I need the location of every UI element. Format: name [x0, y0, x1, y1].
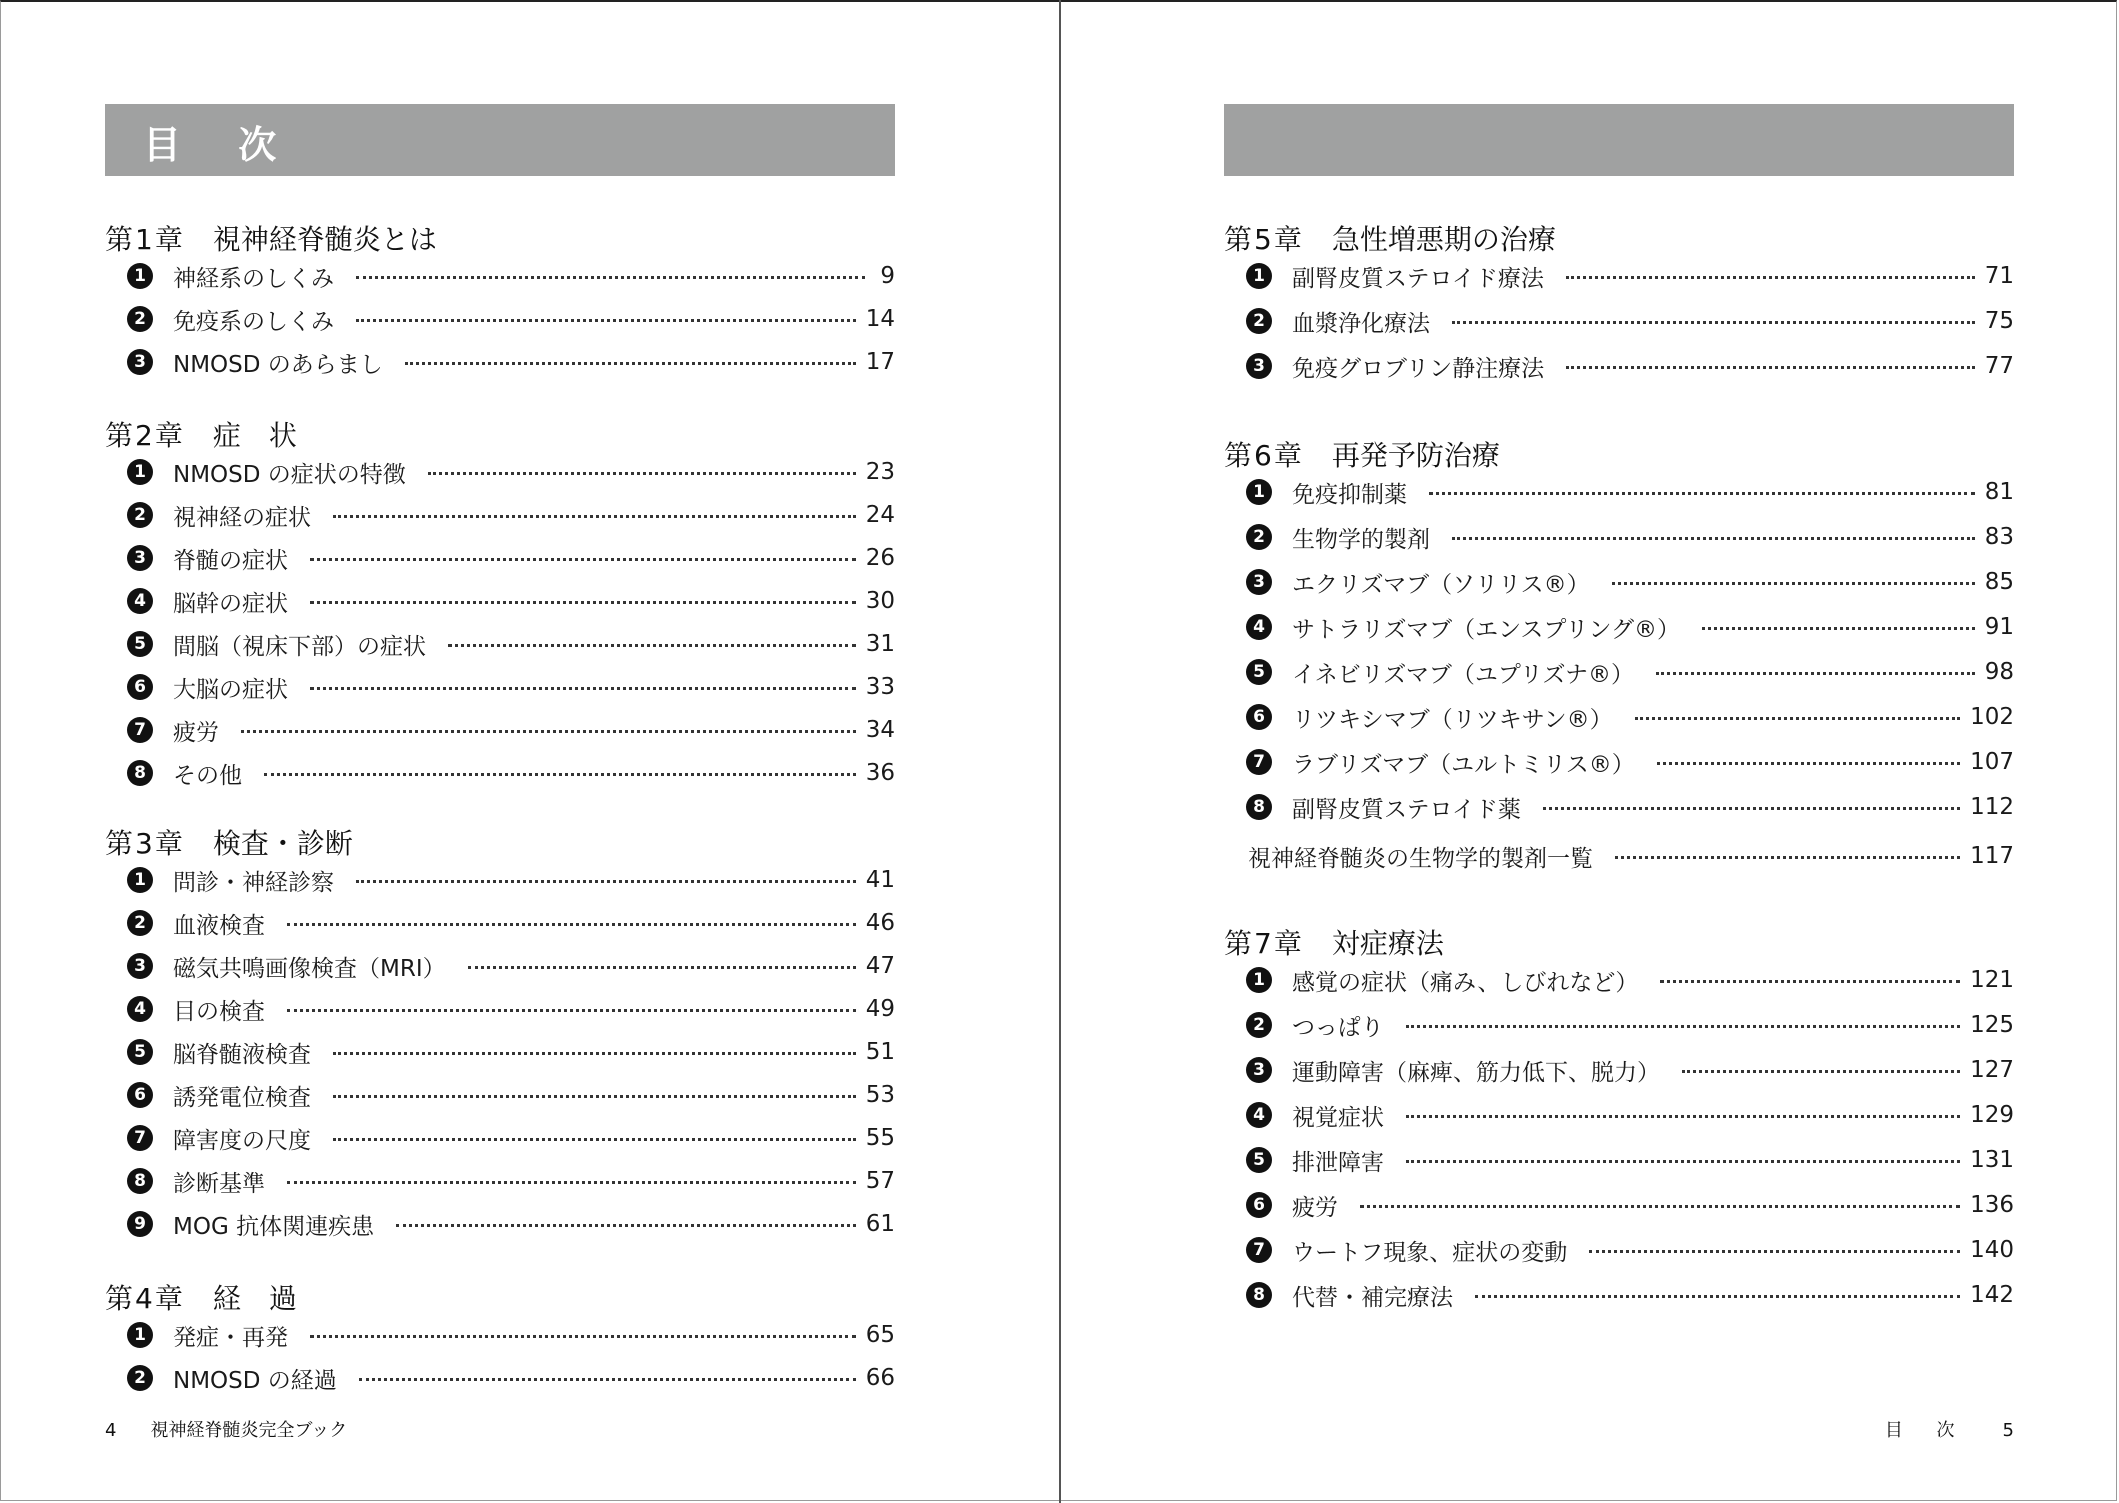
circled-number-icon: 6 — [127, 1082, 153, 1108]
entry-page-number: 33 — [865, 674, 895, 700]
circled-number-icon: 4 — [1246, 1102, 1272, 1128]
entry-page-number: 117 — [1970, 843, 2014, 869]
dot-leader — [333, 1052, 856, 1055]
entry-page-number: 65 — [865, 1322, 895, 1348]
entry-page-number: 85 — [1984, 569, 2014, 595]
circled-number-icon: 7 — [1246, 1237, 1272, 1263]
toc-entry[interactable] — [1246, 1097, 2014, 1133]
dot-leader — [1589, 1250, 1960, 1253]
dot-leader — [1406, 1115, 1960, 1118]
toc-entry[interactable] — [1246, 789, 2014, 825]
entry-page-number: 24 — [865, 502, 895, 528]
entry-page-number: 125 — [1970, 1012, 2014, 1038]
entry-title: MOG 抗体関連疾患 — [173, 1213, 375, 1240]
entry-page-number: 66 — [865, 1365, 895, 1391]
entry-title: 運動障害（麻痺、筋力低下、脱力） — [1292, 1059, 1660, 1086]
toc-title-bar — [105, 104, 895, 176]
entry-title: 神経系のしくみ — [173, 265, 334, 292]
left-page-number: 4 — [105, 1420, 117, 1441]
right-title-bar — [1224, 104, 2014, 176]
circled-number-icon: 5 — [1246, 659, 1272, 685]
circled-number-icon: 2 — [127, 1365, 153, 1391]
entry-page-number: 41 — [865, 867, 895, 893]
entry-page-number: 9 — [880, 263, 895, 289]
entry-page-number: 34 — [865, 717, 895, 743]
dot-leader — [1452, 537, 1975, 540]
entry-page-number: 14 — [865, 306, 895, 332]
entry-page-number: 71 — [1984, 263, 2014, 289]
toc-entry[interactable] — [127, 991, 895, 1027]
toc-entry[interactable] — [127, 669, 895, 705]
dot-leader — [333, 1138, 856, 1141]
circled-number-icon: 2 — [127, 502, 153, 528]
circled-number-icon: 3 — [127, 545, 153, 571]
circled-number-icon: 4 — [127, 588, 153, 614]
chapter-number: 第4章 — [105, 1282, 185, 1315]
toc-entry[interactable] — [1246, 1007, 2014, 1043]
chapter-name: 再発予防治療 — [1331, 439, 1500, 472]
chapter-name: 対症療法 — [1331, 927, 1444, 960]
entry-page-number: 131 — [1970, 1147, 2014, 1173]
chapter-heading — [105, 822, 353, 862]
entry-title: NMOSD の経過 — [173, 1367, 337, 1394]
entry-title: 免疫系のしくみ — [173, 308, 334, 335]
circled-number-icon: 6 — [1246, 1192, 1272, 1218]
toc-entry[interactable] — [127, 755, 895, 791]
chapter-heading — [105, 1277, 297, 1317]
entry-page-number: 136 — [1970, 1192, 2014, 1218]
toc-entry[interactable] — [127, 1034, 895, 1070]
dot-leader — [310, 1335, 856, 1338]
toc-entry[interactable] — [1246, 699, 2014, 735]
toc-entry[interactable] — [127, 626, 895, 662]
entry-title: つっぱり — [1292, 1014, 1384, 1041]
chapter-number: 第2章 — [105, 419, 185, 452]
toc-entry[interactable] — [127, 1360, 895, 1396]
toc-title: 目 次 — [143, 123, 299, 167]
toc-entry[interactable] — [1246, 258, 2014, 294]
toc-entry[interactable] — [1248, 838, 2014, 874]
entry-title: 生物学的製剤 — [1292, 526, 1430, 553]
chapter-heading — [1224, 434, 1500, 474]
left-page — [105, 0, 895, 1503]
dot-leader — [448, 644, 856, 647]
toc-entry[interactable] — [127, 540, 895, 576]
chapter-number: 第3章 — [105, 827, 185, 860]
entry-title: ウートフ現象、症状の変動 — [1292, 1239, 1568, 1266]
dot-leader — [241, 730, 856, 733]
circled-number-icon: 3 — [1246, 353, 1272, 379]
entry-title: 免疫グロブリン静注療法 — [1292, 355, 1545, 382]
section-name: 目 次 — [1884, 1420, 1969, 1441]
dot-leader — [1566, 276, 1975, 279]
toc-entry[interactable] — [127, 948, 895, 984]
chapter-heading — [1224, 922, 1444, 962]
entry-page-number: 121 — [1970, 967, 2014, 993]
circled-number-icon: 6 — [1246, 704, 1272, 730]
page-gutter — [1059, 0, 1061, 1503]
entry-title: 免疫抑制薬 — [1292, 481, 1407, 508]
dot-leader — [1429, 492, 1975, 495]
entry-title: 問診・神経診察 — [173, 869, 334, 896]
dot-leader — [1615, 856, 1960, 859]
entry-title: リツキシマブ（リツキサン®） — [1292, 706, 1613, 733]
entry-page-number: 17 — [865, 349, 895, 375]
entry-title: NMOSD の症状の特徴 — [173, 461, 406, 488]
toc-entry[interactable] — [1246, 1052, 2014, 1088]
dot-leader — [333, 515, 856, 518]
entry-page-number: 23 — [865, 459, 895, 485]
entry-title: 副腎皮質ステロイド薬 — [1292, 796, 1521, 823]
circled-number-icon: 2 — [127, 910, 153, 936]
entry-title: 間脳（視床下部）の症状 — [173, 633, 426, 660]
entry-title: 副腎皮質ステロイド療法 — [1292, 265, 1544, 292]
circled-number-icon: 8 — [127, 1168, 153, 1194]
entry-title: 血漿浄化療法 — [1292, 310, 1430, 337]
circled-number-icon: 1 — [127, 459, 153, 485]
toc-entry[interactable] — [1246, 564, 2014, 600]
circled-number-icon: 3 — [1246, 1057, 1272, 1083]
entry-title: 脳脊髄液検査 — [173, 1041, 311, 1068]
dot-leader — [310, 601, 856, 604]
entry-title: 排泄障害 — [1292, 1149, 1384, 1176]
entry-title: 血液検査 — [173, 912, 265, 939]
entry-title: 視覚症状 — [1292, 1104, 1384, 1131]
entry-title: 代替・補完療法 — [1292, 1284, 1453, 1311]
toc-entry[interactable] — [127, 301, 895, 337]
toc-entry[interactable] — [127, 1317, 895, 1353]
dot-leader — [1452, 321, 1975, 324]
circled-number-icon: 2 — [1246, 1012, 1272, 1038]
entry-page-number: 107 — [1970, 749, 2014, 775]
toc-entry[interactable] — [127, 1206, 895, 1242]
toc-entry[interactable] — [1246, 1187, 2014, 1223]
entry-page-number: 129 — [1970, 1102, 2014, 1128]
entry-page-number: 81 — [1984, 479, 2014, 505]
circled-number-icon: 8 — [1246, 1282, 1272, 1308]
entry-page-number: 75 — [1984, 308, 2014, 334]
circled-number-icon: 1 — [1246, 263, 1272, 289]
toc-entry[interactable] — [1246, 303, 2014, 339]
toc-entry[interactable] — [1246, 1232, 2014, 1268]
entry-title: 視神経脊髄炎の生物学的製剤一覧 — [1248, 845, 1593, 872]
chapter-heading — [1224, 218, 1556, 258]
circled-number-icon: 3 — [1246, 569, 1272, 595]
chapter-heading — [105, 414, 297, 454]
right-page — [1224, 0, 2014, 1503]
toc-entry[interactable] — [127, 862, 895, 898]
circled-number-icon: 1 — [127, 263, 153, 289]
entry-page-number: 55 — [865, 1125, 895, 1151]
chapter-name: 症 状 — [212, 419, 297, 452]
entry-title: 脳幹の症状 — [173, 590, 288, 617]
dot-leader — [1635, 717, 1960, 720]
entry-page-number: 36 — [865, 760, 895, 786]
circled-number-icon: 9 — [127, 1211, 153, 1237]
circled-number-icon: 8 — [127, 760, 153, 786]
right-footer — [1885, 1416, 2014, 1442]
chapter-number: 第1章 — [105, 223, 185, 256]
right-page-number: 5 — [2002, 1420, 2014, 1441]
dot-leader — [333, 1095, 856, 1098]
toc-entry[interactable] — [1246, 1277, 2014, 1313]
dot-leader — [468, 966, 856, 969]
entry-page-number: 30 — [865, 588, 895, 614]
toc-entry[interactable] — [1246, 519, 2014, 555]
entry-title: 感覚の症状（痛み、しびれなど） — [1292, 969, 1639, 996]
entry-page-number: 46 — [865, 910, 895, 936]
dot-leader — [1660, 980, 1960, 983]
toc-entry[interactable] — [1246, 474, 2014, 510]
dot-leader — [405, 362, 856, 365]
dot-leader — [356, 880, 856, 883]
toc-entry[interactable] — [1246, 1142, 2014, 1178]
left-footer — [105, 1416, 347, 1442]
toc-entry[interactable] — [127, 1077, 895, 1113]
circled-number-icon: 1 — [127, 867, 153, 893]
circled-number-icon: 7 — [127, 1125, 153, 1151]
entry-title: 発症・再発 — [173, 1324, 288, 1351]
circled-number-icon: 1 — [127, 1322, 153, 1348]
entry-page-number: 57 — [865, 1168, 895, 1194]
circled-number-icon: 3 — [127, 953, 153, 979]
chapter-name: 検査・診断 — [212, 827, 353, 860]
entry-title: エクリズマブ（ソリリス®） — [1292, 571, 1590, 598]
circled-number-icon: 5 — [1246, 1147, 1272, 1173]
entry-title: 磁気共鳴画像検査（MRI） — [173, 955, 446, 982]
dot-leader — [1475, 1295, 1960, 1298]
circled-number-icon: 1 — [1246, 967, 1272, 993]
toc-entry[interactable] — [1246, 609, 2014, 645]
toc-entry[interactable] — [127, 454, 895, 490]
entry-title: 疲労 — [1292, 1194, 1338, 1221]
book-title: 視神経脊髄炎完全ブック — [150, 1420, 348, 1441]
entry-page-number: 77 — [1984, 353, 2014, 379]
dot-leader — [1406, 1160, 1960, 1163]
entry-title: 脊髄の症状 — [173, 547, 288, 574]
dot-leader — [359, 1378, 856, 1381]
toc-entry[interactable] — [1246, 348, 2014, 384]
circled-number-icon: 3 — [127, 349, 153, 375]
dot-leader — [1406, 1025, 1960, 1028]
entry-title: 疲労 — [173, 719, 219, 746]
entry-title: ラブリズマブ（ユルトミリス®） — [1292, 751, 1635, 778]
circled-number-icon: 1 — [1246, 479, 1272, 505]
dot-leader — [1656, 672, 1975, 675]
entry-page-number: 142 — [1970, 1282, 2014, 1308]
toc-entry[interactable] — [1246, 962, 2014, 998]
circled-number-icon: 5 — [127, 631, 153, 657]
entry-title: 障害度の尺度 — [173, 1127, 311, 1154]
dot-leader — [356, 319, 856, 322]
chapter-number: 第7章 — [1224, 927, 1304, 960]
dot-leader — [356, 276, 865, 279]
circled-number-icon: 4 — [127, 996, 153, 1022]
circled-number-icon: 2 — [1246, 524, 1272, 550]
circled-number-icon: 4 — [1246, 614, 1272, 640]
toc-entry[interactable] — [127, 712, 895, 748]
toc-entry[interactable] — [127, 905, 895, 941]
entry-page-number: 53 — [865, 1082, 895, 1108]
circled-number-icon: 7 — [1246, 749, 1272, 775]
entry-page-number: 112 — [1970, 794, 2014, 820]
dot-leader — [310, 558, 856, 561]
circled-number-icon: 2 — [1246, 308, 1272, 334]
dot-leader — [1657, 762, 1960, 765]
entry-title: 目の検査 — [173, 998, 265, 1025]
toc-entry[interactable] — [127, 583, 895, 619]
dot-leader — [287, 923, 856, 926]
entry-page-number: 51 — [865, 1039, 895, 1065]
entry-page-number: 61 — [865, 1211, 895, 1237]
chapter-number: 第5章 — [1224, 223, 1304, 256]
dot-leader — [1702, 627, 1975, 630]
toc-entry[interactable] — [127, 1163, 895, 1199]
entry-title: 誘発電位検査 — [173, 1084, 311, 1111]
entry-title: サトラリズマブ（エンスプリング®） — [1292, 616, 1681, 643]
dot-leader — [1543, 807, 1960, 810]
toc-entry[interactable] — [1246, 654, 2014, 690]
circled-number-icon: 6 — [127, 674, 153, 700]
chapter-name: 視神経脊髄炎とは — [212, 223, 437, 256]
entry-title: 視神経の症状 — [173, 504, 311, 531]
chapter-heading — [105, 218, 437, 258]
dot-leader — [1566, 366, 1975, 369]
toc-entry[interactable] — [127, 1120, 895, 1156]
circled-number-icon: 5 — [127, 1039, 153, 1065]
entry-page-number: 140 — [1970, 1237, 2014, 1263]
entry-page-number: 49 — [865, 996, 895, 1022]
circled-number-icon: 8 — [1246, 794, 1272, 820]
toc-entry[interactable] — [127, 258, 895, 294]
entry-page-number: 47 — [865, 953, 895, 979]
toc-entry[interactable] — [127, 497, 895, 533]
dot-leader — [264, 773, 856, 776]
entry-page-number: 127 — [1970, 1057, 2014, 1083]
circled-number-icon: 2 — [127, 306, 153, 332]
entry-page-number: 91 — [1984, 614, 2014, 640]
entry-title: 診断基準 — [173, 1170, 265, 1197]
entry-title: NMOSD のあらまし — [173, 351, 383, 378]
dot-leader — [1360, 1205, 1960, 1208]
chapter-number: 第6章 — [1224, 439, 1304, 472]
toc-entry[interactable] — [127, 344, 895, 380]
entry-page-number: 26 — [865, 545, 895, 571]
chapter-name: 経 過 — [212, 1282, 297, 1315]
circled-number-icon: 7 — [127, 717, 153, 743]
entry-page-number: 98 — [1984, 659, 2014, 685]
entry-title: 大脳の症状 — [173, 676, 288, 703]
entry-page-number: 83 — [1984, 524, 2014, 550]
toc-entry[interactable] — [1246, 744, 2014, 780]
dot-leader — [396, 1224, 856, 1227]
chapter-name: 急性増悪期の治療 — [1331, 223, 1556, 256]
entry-title: その他 — [173, 762, 242, 789]
dot-leader — [1682, 1070, 1960, 1073]
dot-leader — [287, 1009, 856, 1012]
dot-leader — [428, 472, 856, 475]
dot-leader — [310, 687, 856, 690]
entry-title: イネビリズマブ（ユプリズナ®） — [1292, 661, 1635, 688]
entry-page-number: 102 — [1970, 704, 2014, 730]
dot-leader — [287, 1181, 856, 1184]
entry-page-number: 31 — [865, 631, 895, 657]
dot-leader — [1612, 582, 1975, 585]
